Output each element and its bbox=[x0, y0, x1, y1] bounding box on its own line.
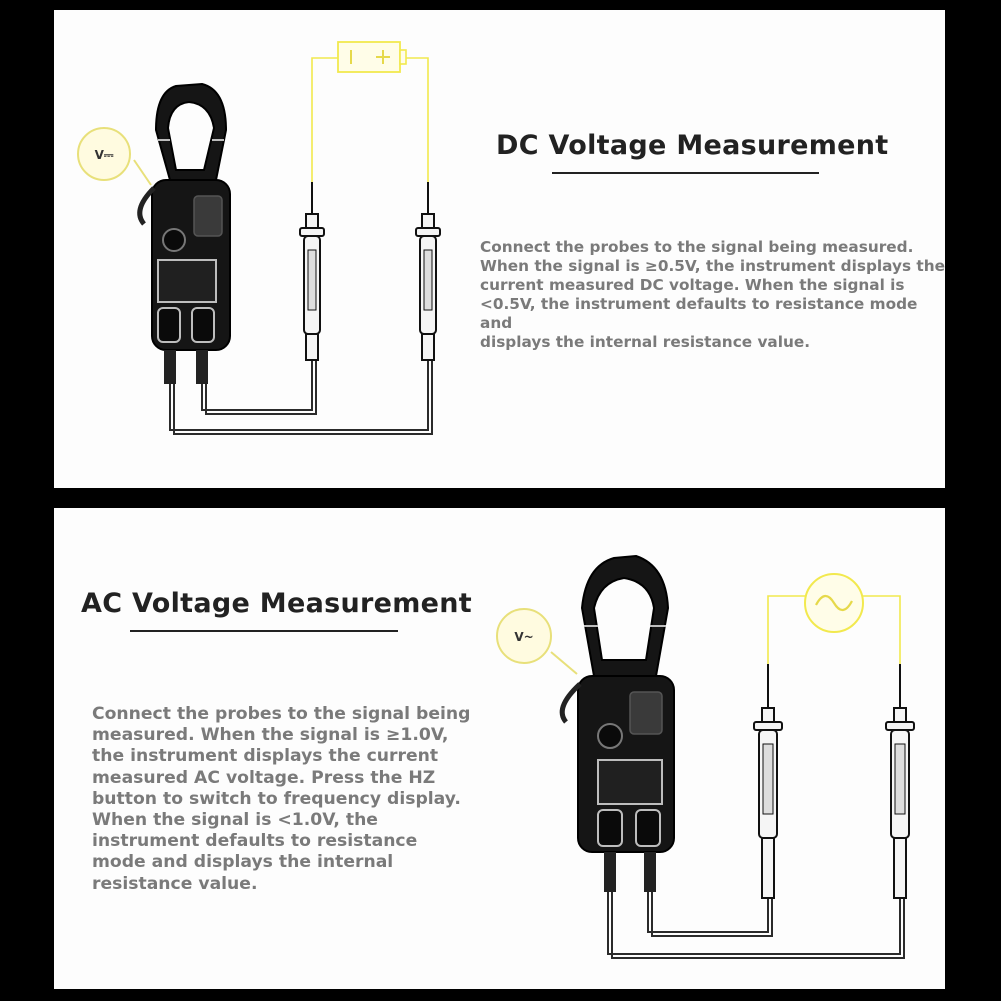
dc-probe-left bbox=[300, 182, 324, 360]
ac-voltage-panel bbox=[54, 508, 945, 989]
ac-title-underline bbox=[130, 630, 398, 632]
dc-clamp-meter bbox=[140, 84, 230, 384]
svg-text:V⎓: V⎓ bbox=[94, 148, 114, 162]
ac-section-description: Connect the probes to the signal being measured. When the signal is ≥1.0V, the instrument displays the current measured AC voltage. Press the HZ button to switch to frequency display. When the signal is <1.0V, the instrument defaults to resistance mode and displays the internal resistance value. bbox=[92, 704, 471, 894]
ac-voltage-function-callout bbox=[497, 609, 577, 674]
dc-probe-right bbox=[416, 182, 440, 360]
dc-title-underline bbox=[552, 172, 819, 174]
svg-text:V~: V~ bbox=[514, 630, 534, 644]
dc-section-description: Connect the probes to the signal being measured. When the signal is ≥0.5V, the instrument displays the current measured DC voltage. When the signal is <0.5V, the instrument defaults to resistance mode and displays the internal resistance value. bbox=[480, 238, 945, 351]
ac-clamp-meter bbox=[562, 556, 674, 892]
ac-probe-left bbox=[754, 664, 782, 898]
ac-probe-right bbox=[886, 664, 914, 898]
dc-battery-icon bbox=[338, 42, 406, 72]
dc-section-title: DC Voltage Measurement bbox=[496, 130, 889, 161]
dc-voltage-panel bbox=[54, 10, 945, 488]
dc-voltage-function-callout bbox=[78, 128, 151, 185]
ac-sine-icon bbox=[805, 574, 863, 632]
ac-section-title: AC Voltage Measurement bbox=[81, 588, 472, 619]
